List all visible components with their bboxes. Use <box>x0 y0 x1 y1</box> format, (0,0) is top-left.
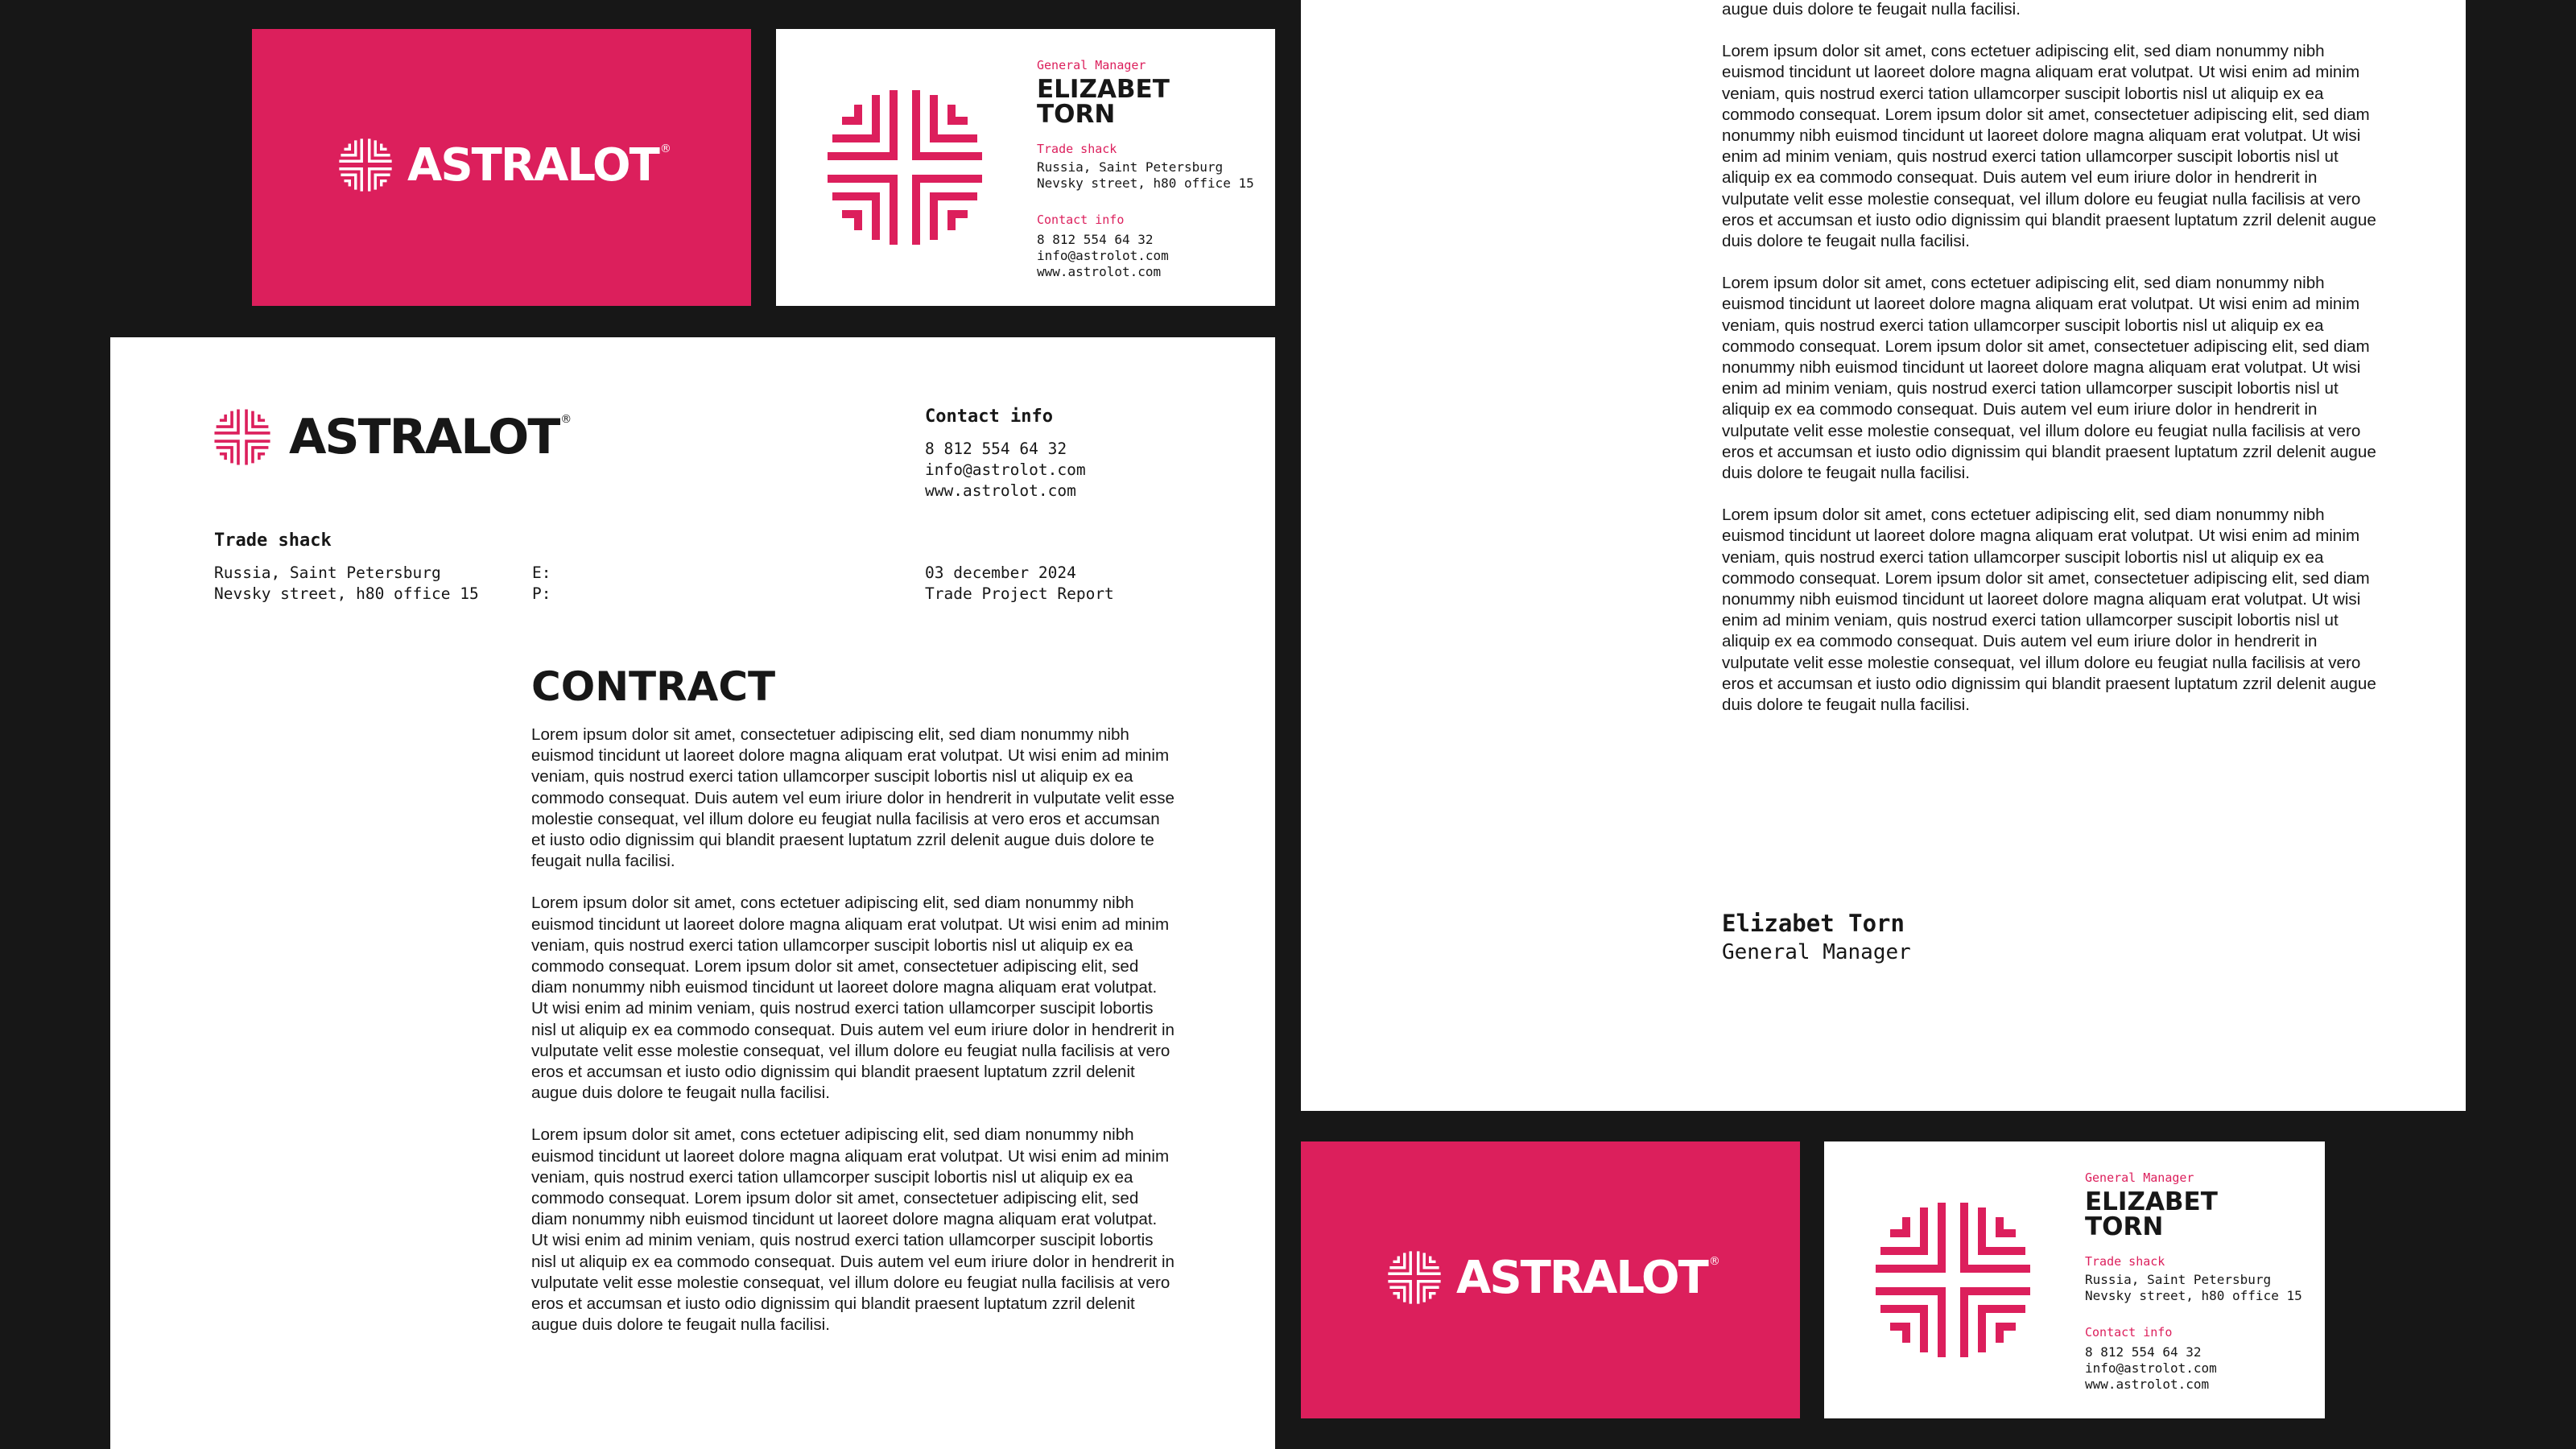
brand-logo <box>338 138 671 192</box>
card-details <box>1037 58 1254 280</box>
address-line1: Russia, Saint Petersburg <box>214 564 441 582</box>
recipient-fields <box>532 563 551 605</box>
business-card-back-bottom <box>1824 1141 2325 1418</box>
card-name-last: TORN <box>1037 100 1116 129</box>
card-role: General Manager <box>2085 1170 2194 1185</box>
body-paragraph: Lorem ipsum dolor sit amet, consectetuer adipiscing elit, sed diam nonummy nibh euismod tincidunt ut laoreet dolore magna aliquam erat volutpat. Ut wisi enim ad minim veniam, quis nostrud exerci tation ullamcorper suscipit lobortis nisl ut aliquip ex ea commodo consequat. Duis autem vel eum iriure dolor in hendrerit in vulputate velit esse molestie consequat, vel illum dolore eu feugiat nulla facilisis at vero eros et accumsan et iusto odio dignissim qui blandit praesent luptatum zzril delenit augue duis dolore te feugait nulla facilisi. <box>531 725 1174 871</box>
astralot-mark-icon <box>213 408 271 466</box>
card-name-first: ELIZABET <box>2085 1187 2218 1216</box>
card-address-line2: Nevsky street, h80 office 15 <box>1037 175 1254 191</box>
contact-email: info@astrolot.com <box>925 460 1086 479</box>
registered-mark: ® <box>659 142 671 155</box>
card-name-first: ELIZABET <box>1037 75 1170 104</box>
contact-heading: Contact info <box>925 407 1053 427</box>
card-address-line1: Russia, Saint Petersburg <box>1037 159 1224 175</box>
card-contact-label: Contact info <box>2085 1325 2173 1340</box>
document-subject: Trade Project Report <box>925 584 1114 603</box>
body-paragraph: Lorem ipsum dolor sit amet, cons ectetuer adipiscing elit, sed diam nonummy nibh euismod tincidunt ut laoreet dolore magna aliquam erat volutpat. Ut wisi enim ad minim veniam, quis nostrud exerci tation ullamcorper suscipit lobortis nisl ut aliquip ex ea commodo consequat. Lorem ipsum dolor sit amet, consectetuer adipiscing elit, sed diam nonummy nibh euismod tincidunt ut laoreet dolore magna aliquam erat volutpat. Ut wisi enim ad minim veniam, quis nostrud exerci tation ullamcorper suscipit lobortis nisl ut aliquip ex ea commodo consequat. Duis autem vel eum iriure dolor in hendrerit in vulputate velit esse molestie consequat, vel illum dolore eu feugiat nulla facilisis at vero eros et accumsan et iusto odio dignissim qui blandit praesent luptatum zzril delenit augue duis dolore te feugait nulla facilisi. <box>531 1125 1174 1335</box>
card-details <box>2085 1170 2302 1393</box>
brand-wordmark: ASTRALOT <box>1456 1251 1707 1304</box>
card-company-label: Trade shack <box>2085 1254 2165 1269</box>
astralot-mark-icon <box>1872 1199 2033 1360</box>
continuation-page <box>1301 0 2466 1111</box>
card-address-line1: Russia, Saint Petersburg <box>2085 1272 2272 1287</box>
brand-logo <box>1387 1250 1720 1305</box>
card-name-last: TORN <box>2085 1212 2164 1241</box>
card-role: General Manager <box>1037 58 1146 72</box>
body-paragraph: Lorem ipsum dolor sit amet, cons ectetuer adipiscing elit, sed diam nonummy nibh euismod tincidunt ut laoreet dolore magna aliquam erat volutpat. Ut wisi enim ad minim veniam, quis nostrud exerci tation ullamcorper suscipit lobortis nisl ut aliquip ex ea commodo consequat. Lorem ipsum dolor sit amet, consectetuer adipiscing elit, sed diam nonummy nibh euismod tincidunt ut laoreet dolore magna aliquam erat volutpat. Ut wisi enim ad minim veniam, quis nostrud exerci tation ullamcorper suscipit lobortis nisl ut aliquip ex ea commodo consequat. Duis autem vel eum iriure dolor in hendrerit in vulputate velit esse molestie consequat, vel illum dolore eu feugiat nulla facilisis at vero eros et accumsan et iusto odio dignissim qui blandit praesent luptatum zzril delenit augue duis dolore te feugait nulla facilisi. <box>531 894 1174 1103</box>
card-phone: 8 812 554 64 32 <box>1037 232 1154 247</box>
body-paragraph: Lorem ipsum dolor sit amet, cons ectetuer adipiscing elit, sed diam nonummy nibh euismod tincidunt ut laoreet dolore magna aliquam erat volutpat. Ut wisi enim ad minim veniam, quis nostrud exerci tation ullamcorper suscipit lobortis nisl ut aliquip ex ea commodo consequat. Lorem ipsum dolor sit amet, consectetuer adipiscing elit, sed diam nonummy nibh euismod tincidunt ut laoreet dolore magna aliquam erat volutpat. Ut wisi enim ad minim veniam, quis nostrud exerci tation ullamcorper suscipit lobortis nisl ut aliquip ex ea commodo consequat. Duis autem vel eum iriure dolor in hendrerit in vulputate velit esse molestie consequat, vel illum dolore eu feugiat nulla facilisis at vero eros et accumsan et iusto odio dignissim qui blandit praesent luptatum zzril delenit augue duis dolore te feugait nulla facilisi. <box>1722 42 2376 251</box>
body-line: augue duis dolore te feugait nulla facilisi. <box>1722 0 2021 19</box>
brand-wordmark: ASTRALOT <box>407 138 658 192</box>
signature-block <box>1722 908 1911 966</box>
e-label: E: <box>532 564 551 582</box>
business-card-front-top <box>252 29 751 306</box>
card-website: www.astrolot.com <box>2085 1377 2210 1392</box>
card-email: info@astrolot.com <box>1037 248 1169 263</box>
letter-body <box>531 724 1175 1356</box>
letterhead-contact <box>925 407 1086 502</box>
contact-website: www.astrolot.com <box>925 481 1076 500</box>
p-label: P: <box>532 584 551 603</box>
body-paragraph: Lorem ipsum dolor sit amet, cons ectetuer adipiscing elit, sed diam nonummy nibh euismod tincidunt ut laoreet dolore magna aliquam erat volutpat. Ut wisi enim ad minim veniam, quis nostrud exerci tation ullamcorper suscipit lobortis nisl ut aliquip ex ea commodo consequat. Lorem ipsum dolor sit amet, consectetuer adipiscing elit, sed diam nonummy nibh euismod tincidunt ut laoreet dolore magna aliquam erat volutpat. Ut wisi enim ad minim veniam, quis nostrud exerci tation ullamcorper suscipit lobortis nisl ut aliquip ex ea commodo consequat. Duis autem vel eum iriure dolor in hendrerit in vulputate velit esse molestie consequat, vel illum dolore eu feugiat nulla facilisis at vero eros et accumsan et iusto odio dignissim qui blandit praesent luptatum zzril delenit augue duis dolore te feugait nulla facilisi. <box>1722 274 2376 483</box>
signature-name: Elizabet Torn <box>1722 910 1905 937</box>
company-name: Trade shack <box>214 530 332 551</box>
registered-mark: ® <box>560 413 572 426</box>
contact-phone: 8 812 554 64 32 <box>925 440 1067 458</box>
recipient-address <box>214 563 479 605</box>
astralot-mark-icon <box>824 87 985 248</box>
business-card-front-bottom <box>1301 1141 1800 1418</box>
document-title: CONTRACT <box>531 663 776 710</box>
brand-wordmark: ASTRALOT <box>289 409 559 465</box>
astralot-mark-icon <box>1387 1250 1442 1305</box>
card-email: info@astrolot.com <box>2085 1360 2217 1376</box>
registered-mark: ® <box>1708 1255 1720 1268</box>
signature-title: General Manager <box>1722 940 1911 964</box>
letterhead-page <box>110 337 1275 1449</box>
body-paragraph: Lorem ipsum dolor sit amet, cons ectetuer adipiscing elit, sed diam nonummy nibh euismod tincidunt ut laoreet dolore magna aliquam erat volutpat. Ut wisi enim ad minim veniam, quis nostrud exerci tation ullamcorper suscipit lobortis nisl ut aliquip ex ea commodo consequat. Lorem ipsum dolor sit amet, consectetuer adipiscing elit, sed diam nonummy nibh euismod tincidunt ut laoreet dolore magna aliquam erat volutpat. Ut wisi enim ad minim veniam, quis nostrud exerci tation ullamcorper suscipit lobortis nisl ut aliquip ex ea commodo consequat. Duis autem vel eum iriure dolor in hendrerit in vulputate velit esse molestie consequat, vel illum dolore eu feugiat nulla facilisis at vero eros et accumsan et iusto odio dignissim qui blandit praesent luptatum zzril delenit augue duis dolore te feugait nulla facilisi. <box>1722 506 2376 715</box>
document-date: 03 december 2024 <box>925 564 1076 582</box>
card-contact-label: Contact info <box>1037 213 1125 227</box>
document-meta <box>925 563 1114 605</box>
card-company-label: Trade shack <box>1037 142 1117 156</box>
business-card-back-top <box>776 29 1275 306</box>
card-address-line2: Nevsky street, h80 office 15 <box>2085 1288 2302 1303</box>
card-phone: 8 812 554 64 32 <box>2085 1344 2202 1360</box>
continuation-body <box>1722 0 2382 737</box>
card-website: www.astrolot.com <box>1037 264 1162 279</box>
astralot-mark-icon <box>338 138 393 192</box>
address-line2: Nevsky street, h80 office 15 <box>214 584 479 603</box>
brand-logo <box>213 408 572 466</box>
